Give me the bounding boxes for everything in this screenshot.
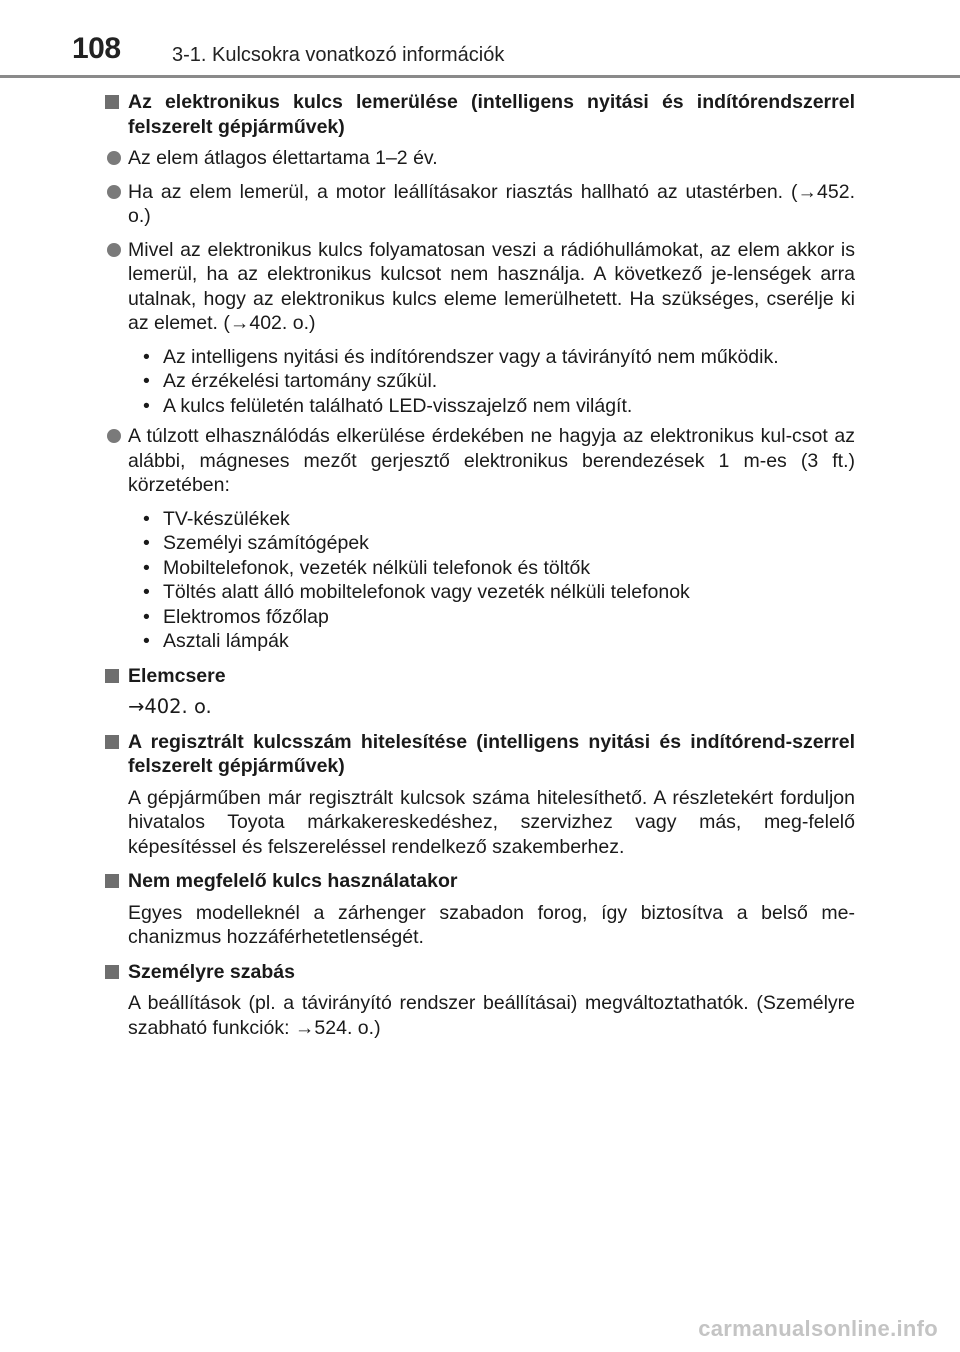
sub-list-item: • Asztali lámpák [143, 630, 289, 652]
sub-list-item: • Töltés alatt álló mobiltelefonok vagy vezeték nélküli telefonok [143, 581, 690, 603]
section-battery-depletion [105, 90, 855, 654]
header-divider [0, 75, 960, 78]
circle-bullet-icon [107, 429, 121, 443]
square-bullet-icon [105, 874, 119, 888]
sub-list-item: • Mobiltelefonok, vezeték nélküli telefonok és töltők [143, 556, 591, 579]
heading-text: Az elektronikus kulcs lemerülése (intelligens nyitási és indítórendszerrel felszerelt gépjárművek) [128, 91, 855, 138]
page-reference: →402. o. [128, 695, 212, 718]
section-battery-replacement [105, 664, 855, 720]
square-bullet-icon [105, 669, 119, 683]
page-number: 108 [72, 32, 121, 65]
heading-text: Személyre szabás [128, 960, 295, 983]
dot-bullet-icon: • [143, 581, 150, 603]
list-item [105, 238, 855, 336]
dot-bullet-icon: • [143, 394, 150, 417]
section-heading [105, 869, 855, 894]
dot-bullet-icon: • [143, 370, 150, 392]
bullet-text: Az elem átlagos élettartama 1–2 év. [128, 147, 438, 169]
page-header [0, 0, 960, 80]
dot-bullet-icon: • [143, 630, 150, 652]
square-bullet-icon [105, 735, 119, 749]
section-heading [105, 90, 855, 139]
circle-bullet-icon [107, 185, 121, 199]
sub-list-item: • TV-készülékek [143, 507, 290, 530]
section-paragraph: A beállítások (pl. a távirányító rendszer beállításai) megváltoztathatók. (Személyre szabható funkciók: →524. o.) [128, 992, 855, 1039]
dot-bullet-icon: • [143, 556, 150, 579]
page-content [105, 90, 855, 1050]
sub-list-item: • Az intelligens nyitási és indítórendszer vagy a távirányító nem működik. [143, 345, 779, 368]
section-heading [105, 730, 855, 779]
heading-text: A regisztrált kulcsszám hitelesítése (intelligens nyitási és indítórend-szerrel felszerelt gépjárművek) [128, 730, 855, 777]
sub-list-item: • Személyi számítógépek [143, 532, 369, 554]
bullet-text: Mivel az elektronikus kulcs folyamatosan veszi a rádióhullámokat, az elem akkor is lemerül, ha az elektronikus kulcsot nem használja. A következő je-lenségek arra utalnak, hogy az elektronikus kulcs eleme lemerülhetett. Ha szükséges, cserélje ki az elemet. (→402. o.) [128, 238, 855, 334]
sub-list-item: • A kulcs felületén található LED-visszajelző nem világít. [143, 394, 633, 417]
circle-bullet-icon [107, 151, 121, 165]
section-paragraph: A gépjárműben már regisztrált kulcsok száma hitelesíthető. A részletekért forduljon hivatalos Toyota márkakereskedéshez, szervizhez vagy más, meg-felelő képesítéssel és felszereléssel rendelkező szakemberhez. [128, 786, 855, 858]
dot-bullet-icon: • [143, 532, 150, 554]
bullet-text: Ha az elem lemerül, a motor leállításakor riasztás hallható az utastérben. (→452. o.) [128, 180, 855, 227]
sub-list-item: • Az érzékelési tartomány szűkül. [143, 370, 438, 392]
section-heading [105, 960, 855, 985]
section-heading [105, 664, 855, 689]
square-bullet-icon [105, 95, 119, 109]
device-list [105, 507, 855, 654]
circle-bullet-icon [107, 243, 121, 257]
sub-list-item: • Elektromos főzőlap [143, 605, 329, 628]
section-customization [105, 960, 855, 1041]
dot-bullet-icon: • [143, 345, 150, 368]
watermark: carmanualsonline.info [698, 1316, 938, 1341]
bullet-text: A túlzott elhasználódás elkerülése érdekében ne hagyja az elektronikus kul-csot az alábbi, mágneses mezőt gerjesztő elektronikus berendezések 1 m-es (3 ft.) körzetében: [128, 425, 855, 496]
symptom-list [105, 345, 855, 419]
list-item [105, 180, 855, 229]
list-item [105, 146, 855, 171]
heading-text: Nem megfelelő kulcs használatakor [128, 870, 458, 892]
dot-bullet-icon: • [143, 605, 150, 628]
square-bullet-icon [105, 965, 119, 979]
heading-text: Elemcsere [128, 664, 226, 687]
section-title: 3-1. Kulcsokra vonatkozó információk [172, 44, 505, 66]
dot-bullet-icon: • [143, 507, 150, 530]
section-key-verification [105, 730, 855, 860]
list-item [105, 424, 855, 498]
section-wrong-key [105, 869, 855, 950]
section-paragraph: Egyes modelleknél a zárhenger szabadon forog, így biztosítva a belső me-chanizmus hozzáférhetetlenségét. [128, 901, 855, 948]
